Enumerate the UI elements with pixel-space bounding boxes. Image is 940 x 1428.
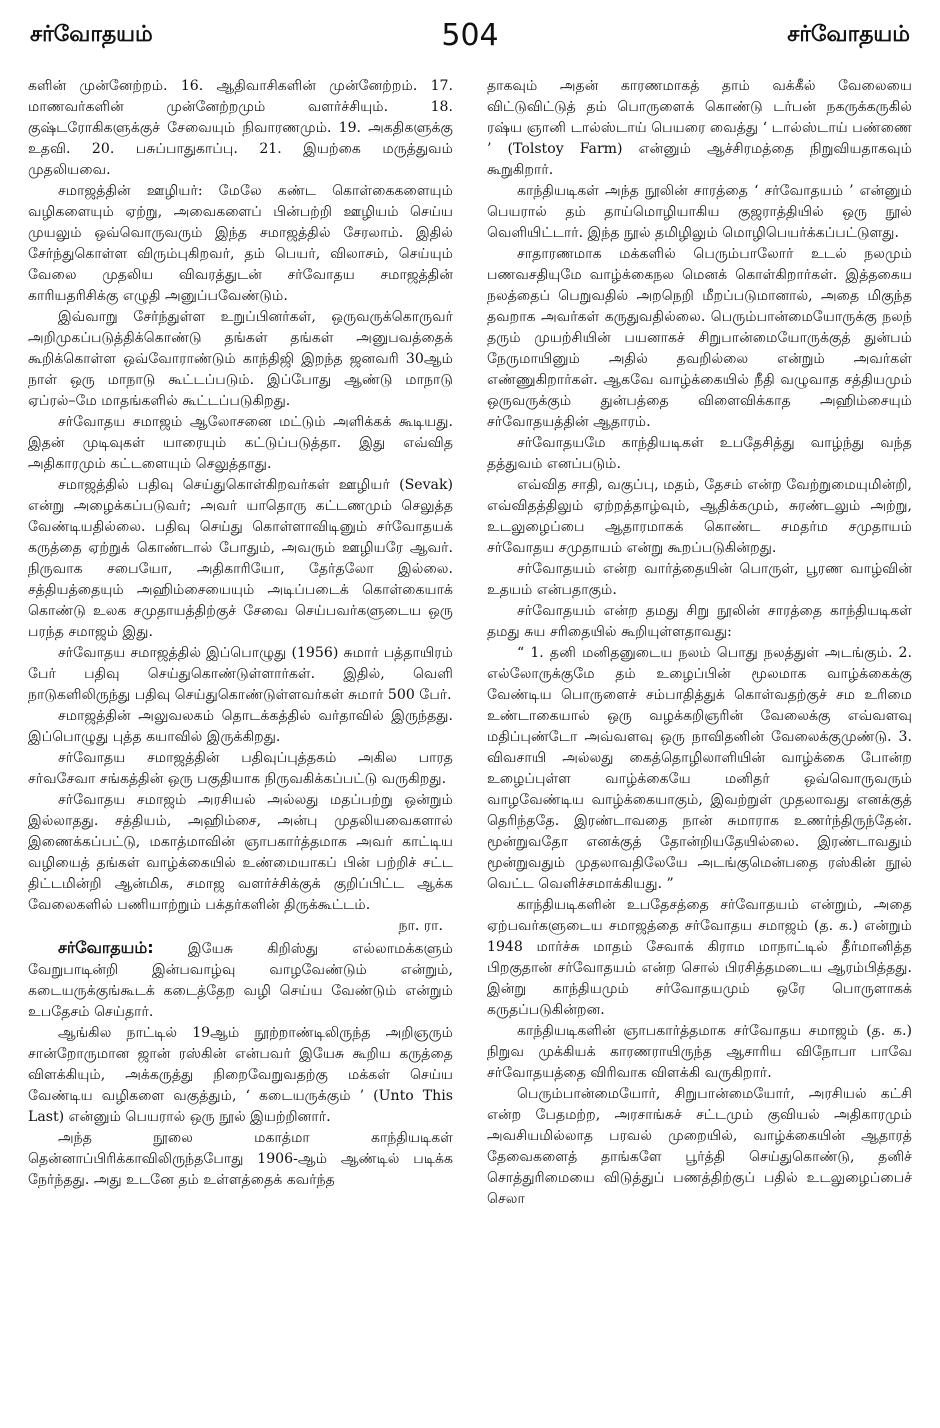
paragraph: அந்த நூலை மகாத்மா காந்தியடிகள் தென்னாப்பிரிக்காவிலிருந்தபோது 1906-ஆம் ஆண்டில் படிக்க நேர்ந்தது. அது உடனே தம் உள்ளத்தைக் கவர்ந்த [28, 1130, 453, 1188]
paragraph: பெரும்பான்மையோர், சிறுபான்மையோர், அரசியல் கட்சி என்ற பேதமற்ற, அரசாங்கச் சட்டமும் குவியல் அதிகாரமும் அவசியமில்லாத பரவல் முறையில், வாழ்க்கையின் ஆதாரத் தேவைகளைத் தாங்களே பூர்த்தி செய்துகொண்டு, தனிச் சொத்துரிமையை விடுத்துப் பணத்திற்குப் பதில் உடலுழைப்பைச் செலா [487, 1086, 912, 1207]
running-title-right: சர்வோதயம் [787, 22, 910, 47]
author-signature: நா. ரா. [398, 918, 443, 934]
paragraph: எவ்வித சாதி, வகுப்பு, மதம், தேசம் என்ற வேற்றுமையுமின்றி, எவ்விதத்திலும் ஏற்றத்தாழ்வும், ஆதிக்கமும், சுரண்டலும் அற்று, உடலுழைப்பை ஆதாரமாகக் கொண்ட சமதர்ம சமுதாயம் சர்வோதய சமுதாயம் என்று கூறப்படுகின்றது. [487, 477, 912, 556]
paragraph: சாதாரணமாக மக்களில் பெரும்பாலோர் உடல் நலமும் பணவசதியுமே வாழ்க்கைநல மெனக் கொள்கிறார்கள். இத்தகைய நலத்தைப் பெறுவதில் அறநெறி மீறப்படுமானால், அதை மிகுந்த தவறாக அவர்கள் கருதுவதில்லை. பெரும்பான்மையோருக்கு நலந் தரும் முயற்சியின் பயனாகச் சிறுபான்மையோருக்குத் துன்பம் நேருமாயினும் அதில் தவறில்லை என்றும் அவர்கள் எண்ணுகிறார்கள். ஆகவே வாழ்க்கையில் நீதி வழுவாத சத்தியமும் ஒருவருக்கும் துன்பத்தை விளைவிக்காத அஹிம்சையும் சர்வோதயத்தின் ஆதாரம். [487, 246, 912, 430]
entry-heading: சர்வோதயம்: [58, 938, 154, 957]
paragraph: சமாஜத்தின் அலுவலகம் தொடக்கத்தில் வர்தாவில் இருந்தது. இப்பொழுது புத்த கயாவில் இருக்கிறது. [28, 708, 453, 745]
right-column [487, 76, 912, 1416]
paragraph: தாகவும் அதன் காரணமாகத் தாம் வக்கீல் வேலையை விட்டுவிட்டுத் தம் பொருளைக் கொண்டு டர்பன் நகருக்கருகில் ரஷ்ய ஞானி டால்ஸ்டாய் பெயரை வைத்து ‘ டால்ஸ்டாய் பண்ணை ’ (Tolstoy Farm) என்னும் ஆச்சிரமத்தை நிறுவியதாகவும் கூறுகிறார். [487, 78, 912, 178]
paragraph: சர்வோதய சமாஜம் அரசியல் அல்லது மதப்பற்று ஒன்றும் இல்லாதது. சத்தியம், அஹிம்சை, அன்பு முதலியவைகளால் இணைக்கப்பட்டு, மகாத்மாவின் ஞாபகார்த்தமாக அவர் காட்டிய வழியைத் தங்கள் வாழ்க்கையில் உண்மையாகப் பின் பற்றிச் சட்ட திட்டமின்றி ஆன்மிக, சமாஜ வளர்ச்சிக்குக் குறிப்பிட்ட ஆக்க வேலைகளில் பணியாற்றும் பக்தர்களின் திருக்கூட்டம். [28, 792, 453, 913]
paragraph: சர்வோதய சமாஜம் ஆலோசனை மட்டும் அளிக்கக் கூடியது. இதன் முடிவுகள் யாரையும் கட்டுப்படுத்தா. இது எவ்வித அதிகாரமும் கட்டளையும் செலுத்தாது. [28, 414, 453, 472]
paragraph: இவ்வாறு சேர்ந்துள்ள உறுப்பினர்கள், ஒருவருக்கொருவர் அறிமுகப்படுத்திக்கொண்டு தங்கள் தங்கள் அனுபவத்தைக் கூறிக்கொள்ள ஒவ்வோராண்டும் காந்திஜி இறந்த ஜனவரி 30ஆம் நாள் ஒரு மாநாடு கூட்டப்படும். இப்போது ஆண்டு மாநாடு ஏப்ரல்–மே மாதங்களில் கூட்டப்படுகிறது. [28, 309, 453, 409]
paragraph: சர்வோதயமே காந்தியடிகள் உபதேசித்து வாழ்ந்து வந்த தத்துவம் எனப்படும். [487, 435, 912, 472]
paragraph: காந்தியடிகளின் ஞாபகார்த்தமாக சர்வோதய சமாஜம் (த. க.) நிறுவ முக்கியக் காரணராயிருந்த ஆசாரிய விநோபா பாவே சர்வோதயத்தை விரிவாக விளக்கி வருகிறார். [487, 1023, 912, 1081]
paragraph: காந்தியடிகளின் உபதேசத்தை சர்வோதயம் என்றும், அதை ஏற்பவர்களுடைய சமாஜத்தை சர்வோதய சமாஜம் (த. க.) என்றும் 1948 மார்ச்சு மாதம் சேவாக் கிராம மாநாட்டில் தீர்மானித்த பிறகுதான் சர்வோதயம் என்ற சொல் பிரசித்தமடைய ஆரம்பித்தது. இன்று காந்தியமும் சர்வோதயமும் ஒரே பொருளாகக் கருதப்படுகின்றன. [487, 897, 912, 1018]
quotation: “ 1. தனி மனிதனுடைய நலம் பொது நலத்துள் அடங்கும். 2. எல்லோருக்குமே தம் உழைப்பின் மூலமாக வாழ்க்கைக்கு வேண்டிய பொருளைச் சம்பாதித்துக் கொள்வதற்குச் சம உரிமை உண்டாகையால் ஒரு வழக்கறிஞரின் வேலைக்கு எவ்வளவு மதிப்புண்டோ அவ்வளவு ஒரு நாவிதனின் வேலைக்குமுண்டு. 3. விவசாயி அல்லது கைத்தொழிலாளியின் வாழ்க்கை போன்ற உழைப்புள்ள வாழ்க்கையே மனிதர் ஒவ்வொருவரும் வாழவேண்டிய வாழ்க்கையாகும், இவற்றுள் முதலாவது எனக்குத் தெரிந்ததே. இரண்டாவதை நான் சுமாராக உணர்ந்திருந்தேன். மூன்றுவதோ எனக்குத் தோன்றியதேயில்லை. இரண்டாவதும் மூன்றுவதும் முதலாவதிலேயே அடங்குமென்பதை ரஸ்கின் நூல் வெட்ட வெளிச்சமாக்கியது. ” [487, 645, 912, 892]
paragraph: சமாஜத்தின் ஊழியர்: மேலே கண்ட கொள்கைகளையும் வழிகளையும் ஏற்று, அவைகளைப் பின்பற்றி ஊழியம் செய்ய முயலும் ஒவ்வொருவரும் இந்த சமாஜத்தில் சேரலாம். இதில் சேர்ந்துகொள்ள விரும்புகிறவர், தம் பெயர், விலாசம், செய்யும் வேலை முதலிய விவரத்துடன் சர்வோதய சமாஜத்தின் காரியதரிசிக்கு எழுதி அனுப்பவேண்டும். [28, 183, 453, 304]
running-title-left: சர்வோதயம் [30, 22, 153, 47]
paragraph [28, 937, 453, 1023]
page-number: 504 [441, 18, 499, 53]
entry-text: இயேசு கிறிஸ்து எல்லாமக்களும் வேறுபாடின்றி இன்பவாழ்வு வாழவேண்டும் என்றும், கடையருக்குங்கூடக் கடைத்தேற வழி செய்ய வேண்டும் என்றும் உபதேசம் செய்தார். [28, 941, 453, 1020]
paragraph: ஆங்கில நாட்டில் 19ஆம் நூற்றாண்டிலிருந்த அறிஞரும் சான்றோருமான ஜான் ரஸ்கின் என்பவர் இயேசு கூறிய கருத்தை விளக்கியும், அக்கருத்து நிறைவேறுவதற்கு மக்கள் செய்ய வேண்டிய வழிகளை வகுத்தும், ‘ கடையருக்கும் ’ (Unto This Last) என்னும் பெயரால் ஒரு நூல் இயற்றினார். [28, 1025, 453, 1125]
paragraph: சர்வோதயம் என்ற வார்த்தையின் பொருள், பூரண வாழ்வின் உதயம் என்பதாகும். [487, 561, 912, 598]
paragraph: சர்வோதயம் என்ற தமது சிறு நூலின் சாரத்தை காந்தியடிகள் தமது சுய சரிதையில் கூறியுள்ளதாவது: [487, 603, 912, 640]
paragraph: களின் முன்னேற்றம். 16. ஆதிவாசிகளின் முன்னேற்றம். 17. மாணவர்களின் முன்னேற்றமும் வளர்ச்சியும். 18. குஷ்டரோகிகளுக்குச் சேவையும் நிவாரணமும். 19. அகதிகளுக்கு உதவி. 20. பசுப்பாதுகாப்பு. 21. இயற்கை மருத்துவம் முதலியவை. [28, 78, 453, 178]
paragraph: சர்வோதய சமாஜத்தில் இப்பொழுது (1956) சுமார் பத்தாயிரம் பேர் பதிவு செய்துகொண்டுள்ளார்கள். இதில், வெளி நாடுகளிலிருந்து பதிவு செய்துகொண்டுள்ளவர்கள் சுமார் 500 பேர். [28, 645, 453, 703]
paragraph: சர்வோதய சமாஜத்தின் பதிவுப்புத்தகம் அகில பாரத சர்வசேவா சங்கத்தின் ஒரு பகுதியாக நிருவகிக்கப்பட்டு வருகிறது. [28, 750, 453, 787]
left-column [28, 76, 453, 1416]
paragraph: காந்தியடிகள் அந்த நூலின் சாரத்தை ‘ சர்வோதயம் ’ என்னும் பெயரால் தம் தாய்மொழியாகிய குஜராத்தியில் ஒரு நூல் வெளியிட்டார். இந்த நூல் தமிழிலும் மொழிபெயர்க்கப்பட்டுளது. [487, 183, 912, 241]
paragraph: சமாஜத்தில் பதிவு செய்துகொள்கிறவர்கள் ஊழியர் (Sevak) என்று அழைக்கப்படுவர்; அவர் யாதொரு கட்டணமும் செலுத்த வேண்டியதில்லை. பதிவு செய்து கொள்ளாவிடினும் சர்வோதயக் கருத்தை ஏற்றுக் கொண்டால் போதும், அவரும் ஊழியரே ஆவர். நிருவாக சபையோ, அதிகாரியோ, தேர்தலோ இல்லை. சத்தியத்தையும் அஹிம்சையையும் அடிப்படைக் கொள்கையாக் கொண்டு உலக சமுதாயத்திற்குச் சேவை செய்பவர்களுடைய ஒரு பரந்த சமாஜம் இது. [28, 477, 453, 640]
page-header [30, 18, 910, 72]
